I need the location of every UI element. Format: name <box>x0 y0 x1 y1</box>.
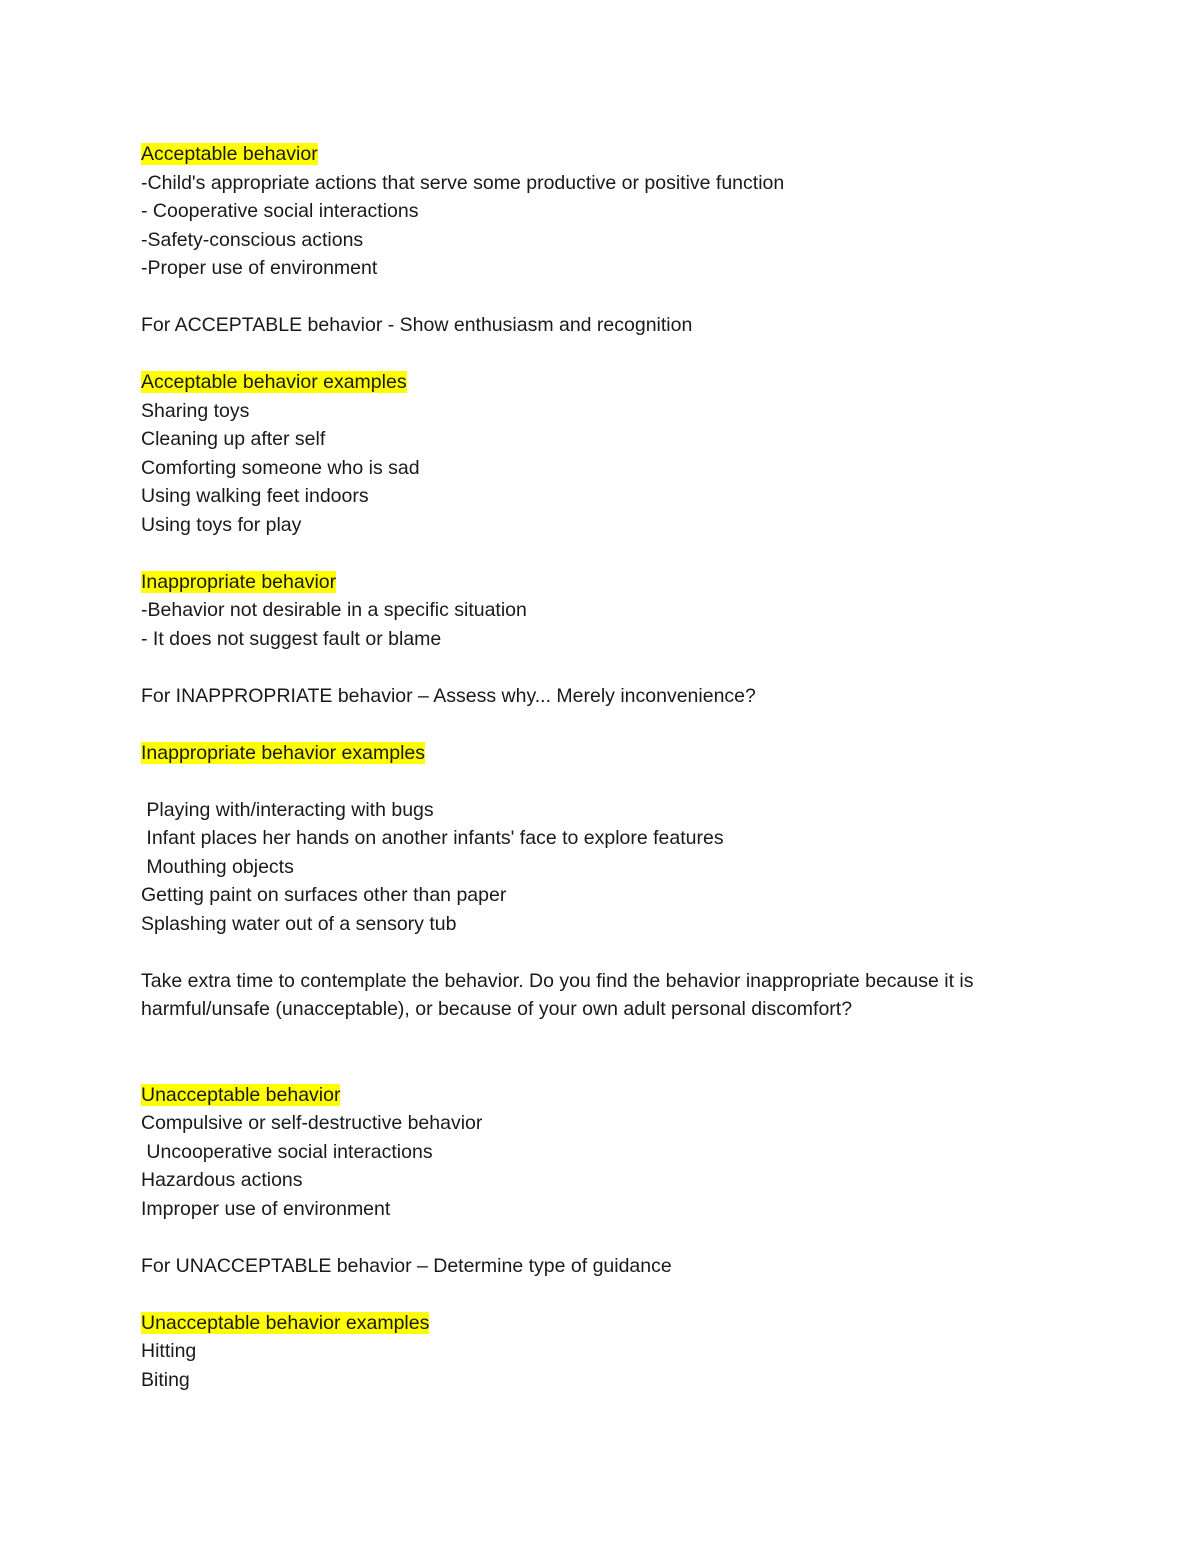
acceptable-example-item: Using toys for play <box>141 513 302 536</box>
spacer <box>141 340 1061 369</box>
unacceptable-item: Compulsive or self-destructive behavior <box>141 1112 483 1134</box>
acceptable-examples-heading <box>141 368 1061 397</box>
acceptable-item: -Child's appropriate actions that serve some productive or positive function <box>141 171 785 194</box>
acceptable-item: - Cooperative social interactions <box>141 200 419 222</box>
spacer <box>141 283 1061 312</box>
spacer <box>141 653 1061 682</box>
spacer <box>141 1280 1061 1309</box>
inappropriate-example-item: Playing with/interacting with bugs <box>141 798 434 821</box>
spacer <box>141 1024 1061 1053</box>
unacceptable-example-item: Hitting <box>141 1340 197 1362</box>
acceptable-heading-text: Acceptable behavior <box>141 143 318 165</box>
acceptable-note: For ACCEPTABLE behavior - Show enthusiasm and recognition <box>141 314 693 336</box>
acceptable-example-item: Using walking feet indoors <box>141 485 369 507</box>
spacer <box>141 767 1061 796</box>
unacceptable-note: For UNACCEPTABLE behavior – Determine type of guidance <box>141 1254 672 1277</box>
inappropriate-heading-text: Inappropriate behavior <box>141 570 337 593</box>
spacer <box>141 1052 1061 1081</box>
unacceptable-item: Improper use of environment <box>141 1197 391 1220</box>
inappropriate-item: - It does not suggest fault or blame <box>141 627 442 650</box>
spacer <box>141 710 1061 739</box>
document-page <box>141 140 1061 1394</box>
inappropriate-example-item: Getting paint on surfaces other than paper <box>141 884 507 906</box>
acceptable-item: -Proper use of environment <box>141 257 378 279</box>
spacer <box>141 539 1061 568</box>
acceptable-example-item: Cleaning up after self <box>141 428 326 450</box>
acceptable-example-item: Sharing toys <box>141 399 250 422</box>
inappropriate-item: -Behavior not desirable in a specific situation <box>141 599 527 621</box>
inappropriate-example-item: Mouthing objects <box>141 855 294 878</box>
unacceptable-examples-heading <box>141 1309 1061 1338</box>
inappropriate-examples-note: Take extra time to contemplate the behavior. Do you find the behavior inappropriate because it is harmful/unsafe (unacceptable), or because of your own adult personal discomfort? <box>141 969 974 1020</box>
inappropriate-heading <box>141 568 1061 597</box>
unacceptable-examples-heading-text: Unacceptable behavior examples <box>141 1311 430 1334</box>
inappropriate-note: For INAPPROPRIATE behavior – Assess why... Merely inconvenience? <box>141 684 756 707</box>
inappropriate-example-item: Infant places her hands on another infants' face to explore features <box>141 827 724 849</box>
spacer <box>141 938 1061 967</box>
inappropriate-examples-heading <box>141 739 1061 768</box>
spacer <box>141 1223 1061 1252</box>
acceptable-examples-heading-text: Acceptable behavior examples <box>141 371 407 393</box>
unacceptable-heading <box>141 1081 1061 1110</box>
inappropriate-examples-heading-text: Inappropriate behavior examples <box>141 741 426 764</box>
unacceptable-heading-text: Unacceptable behavior <box>141 1083 341 1106</box>
acceptable-item: -Safety-conscious actions <box>141 228 364 251</box>
unacceptable-example-item: Biting <box>141 1368 190 1391</box>
acceptable-example-item: Comforting someone who is sad <box>141 456 420 479</box>
unacceptable-item: Uncooperative social interactions <box>141 1140 433 1163</box>
acceptable-heading <box>141 140 1061 169</box>
inappropriate-example-item: Splashing water out of a sensory tub <box>141 912 457 935</box>
unacceptable-item: Hazardous actions <box>141 1169 303 1191</box>
